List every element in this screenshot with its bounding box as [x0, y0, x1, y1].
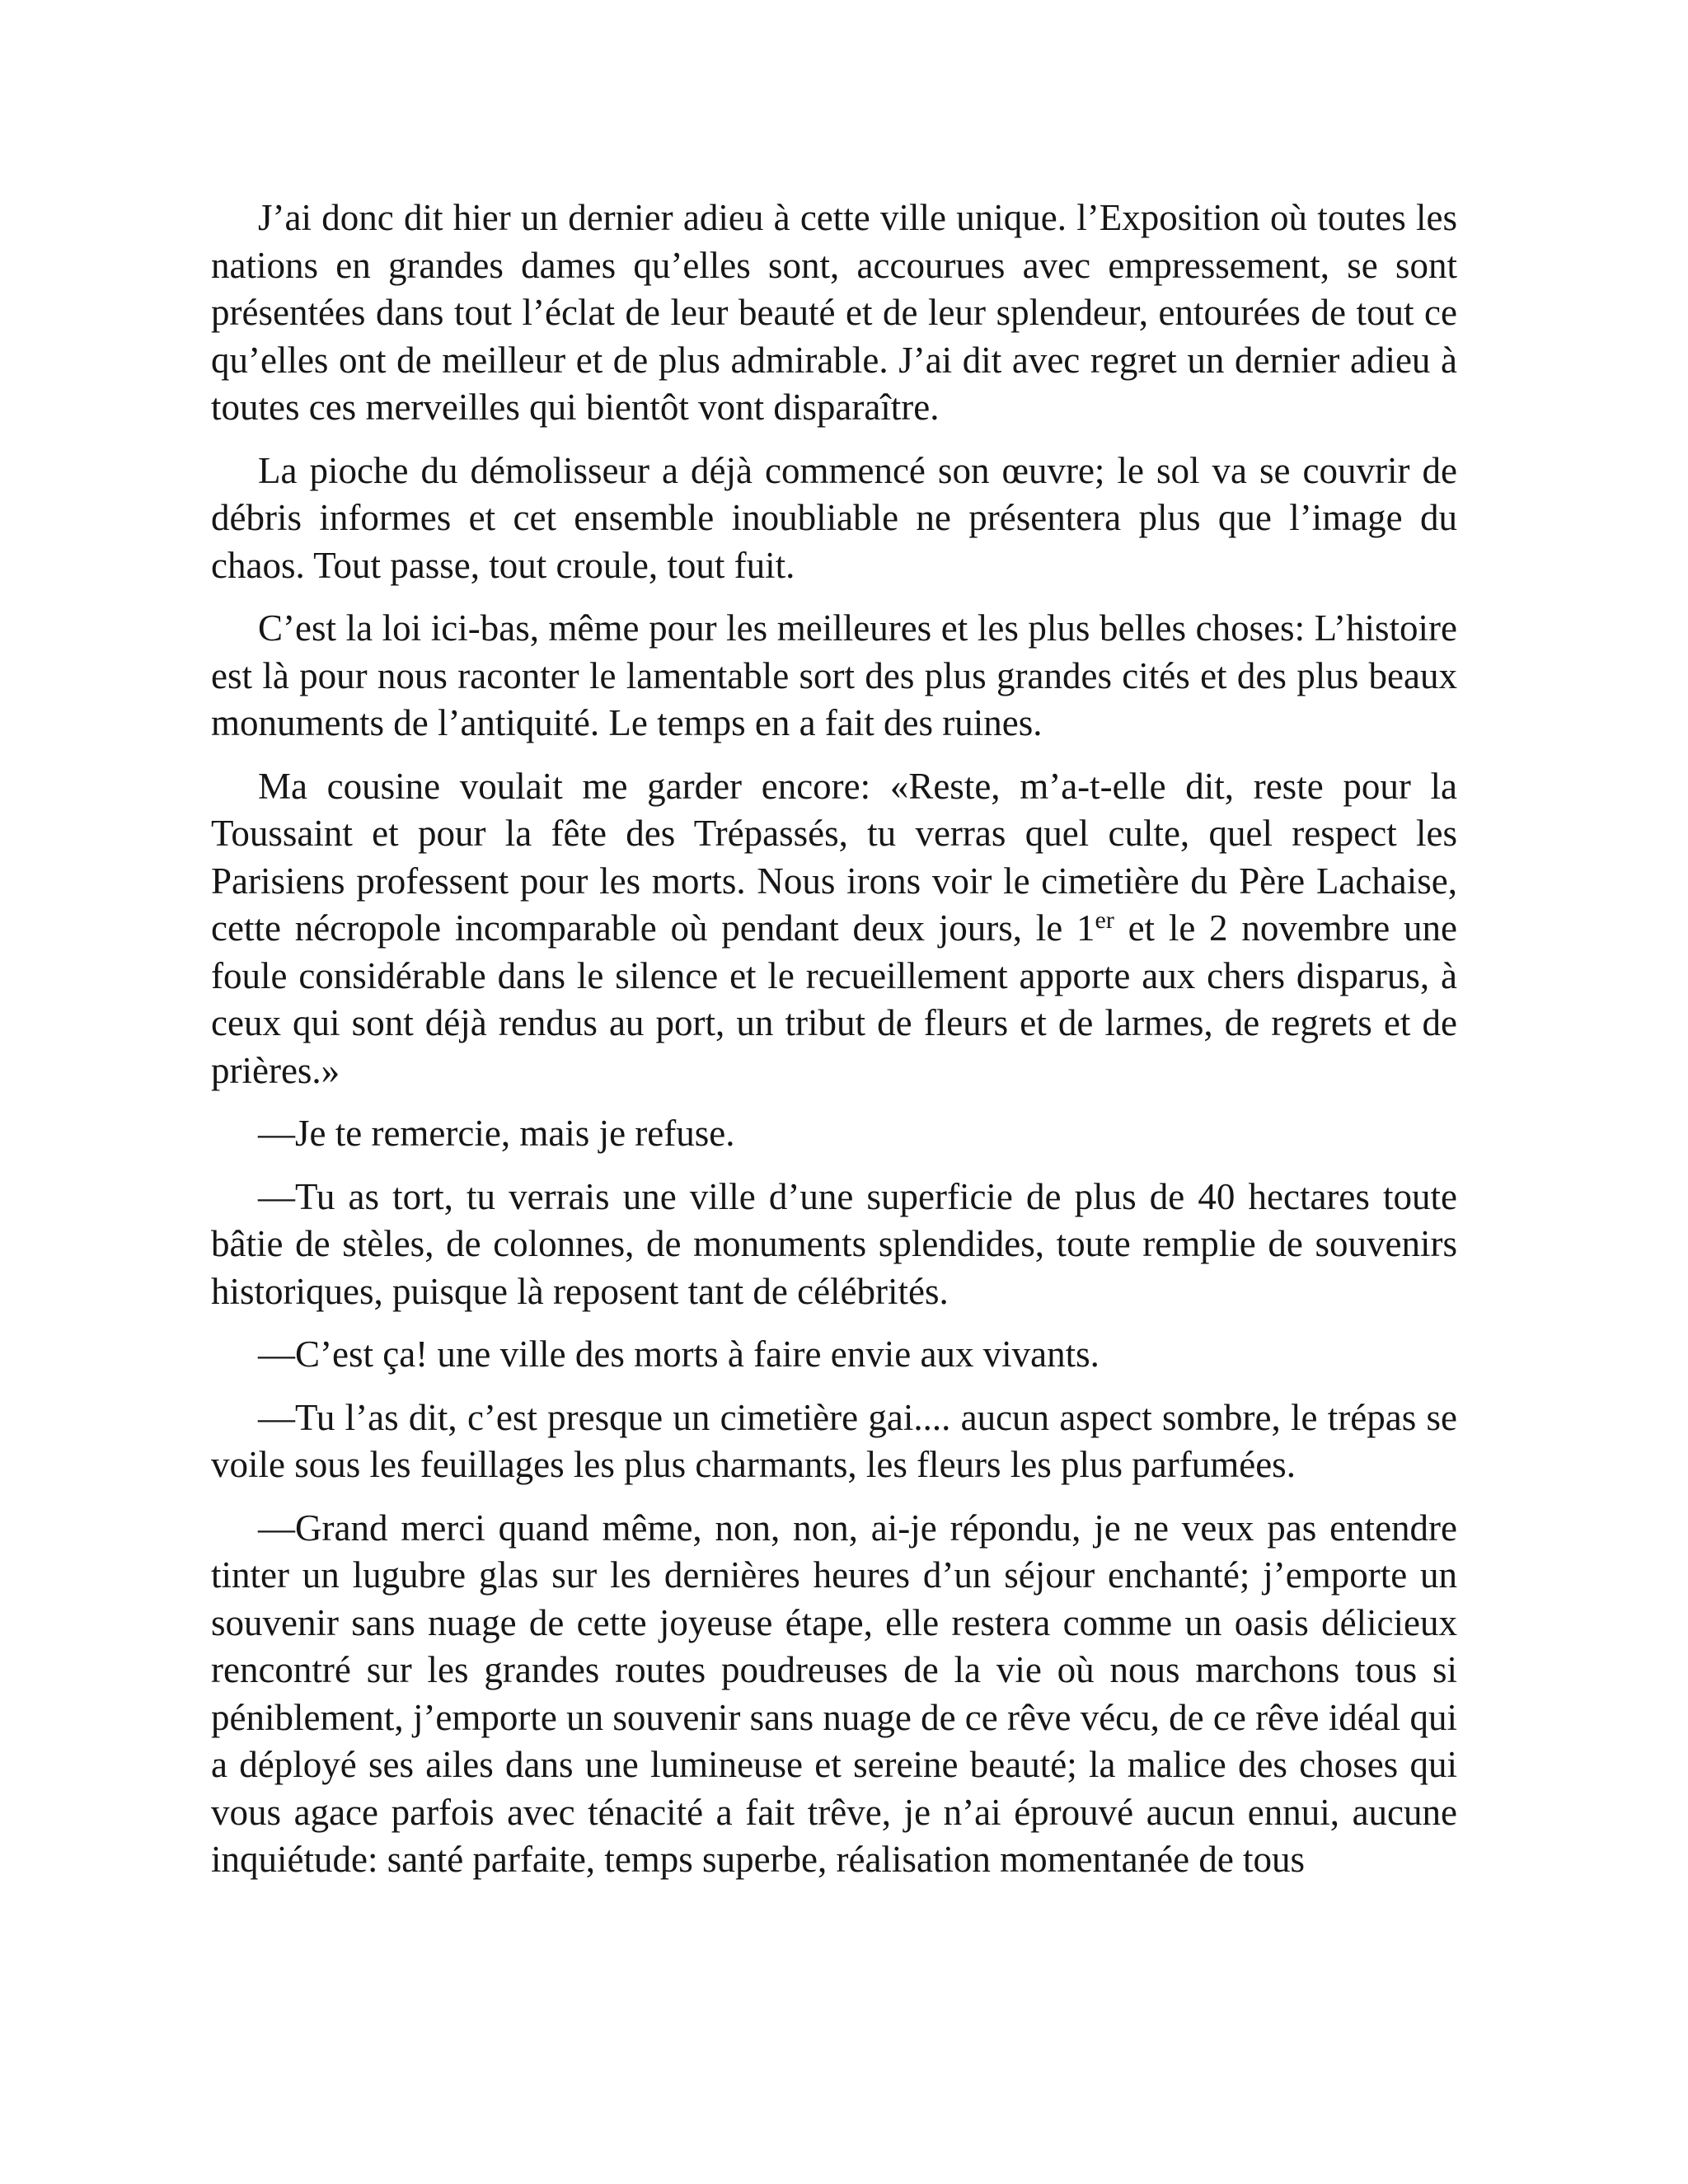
ordinal-superscript: er [1095, 907, 1114, 934]
document-page [211, 194, 1457, 1884]
paragraph-5: —Je te remercie, mais je refuse. [258, 1113, 735, 1154]
paragraph-2: La pioche du démolisseur a déjà commencé son œuvre; le sol va se couvrir de débris informes et cet ensemble inoubliable ne présentera plus que l’image du chaos. Tout passe, tout croule, tout fuit. [211, 449, 1457, 586]
paragraph-7: —C’est ça! une ville des morts à faire envie aux vivants. [258, 1333, 1100, 1375]
paragraph-3: C’est la loi ici-bas, même pour les meilleures et les plus belles choses: L’histoire est là pour nous raconter le lamentable sort des plus grandes cités et des plus beaux monuments de l’antiquité. Le temps en a fait des ruines. [211, 607, 1457, 743]
paragraph-8: —Tu l’as dit, c’est presque un cimetière gai.... aucun aspect sombre, le trépas se voile sous les feuillages les plus charmants, les fleurs les plus parfumées. [211, 1396, 1457, 1485]
paragraph-4 [211, 763, 1457, 1095]
paragraph-9: —Grand merci quand même, non, non, ai-je répondu, je ne veux pas entendre tinter un lugubre glas sur les dernières heures d’un séjour enchanté; j’emporte un souvenir sans nuage de cette joyeuse étape, elle restera comme un oasis délicieux rencontré sur les grandes routes poudreuses de la vie où nous marchons tous si péniblement, j’emporte un souvenir sans nuage de ce rêve vécu, de ce rêve idéal qui a déployé ses ailes dans une lumineuse et sereine beauté; la malice des choses qui vous agace parfois avec ténacité a fait trêve, je n’ai éprouvé aucun ennui, aucune inquiétude: santé parfaite, temps superbe, réalisation momentanée de tous [211, 1507, 1457, 1880]
paragraph-4-part-1: Ma cousine voulait me garder encore: «Reste, m’a-t-elle dit, reste pour la Toussaint et pour la fête des Trépassés, tu verras quel culte, quel respect les Parisiens professent pour les morts. Nous irons voir le cimetière du Père Lachaise, cette nécropole incomparable où pendant deux jours, le 1 [211, 765, 1457, 949]
paragraph-6: —Tu as tort, tu verrais une ville d’une superficie de plus de 40 hectares toute bâtie de stèles, de colonnes, de monuments splendides, toute remplie de souvenirs historiques, puisque là reposent tant de célébrités. [211, 1175, 1457, 1312]
paragraph-4-part-2: et le 2 novembre une foule considérable dans le silence et le recueillement apporte aux chers disparus, à ceux qui sont déjà rendus au port, un tribut de fleurs et de larmes, de regrets et de prières.» [211, 907, 1457, 1091]
paragraph-1: J’ai donc dit hier un dernier adieu à cette ville unique. l’Exposition où toutes les nations en grandes dames qu’elles sont, accourues avec empressement, se sont présentées dans tout l’éclat de leur beauté et de leur splendeur, entourées de tout ce qu’elles ont de meilleur et de plus admirable. J’ai dit avec regret un dernier adieu à toutes ces merveilles qui bientôt vont disparaître. [211, 197, 1457, 428]
